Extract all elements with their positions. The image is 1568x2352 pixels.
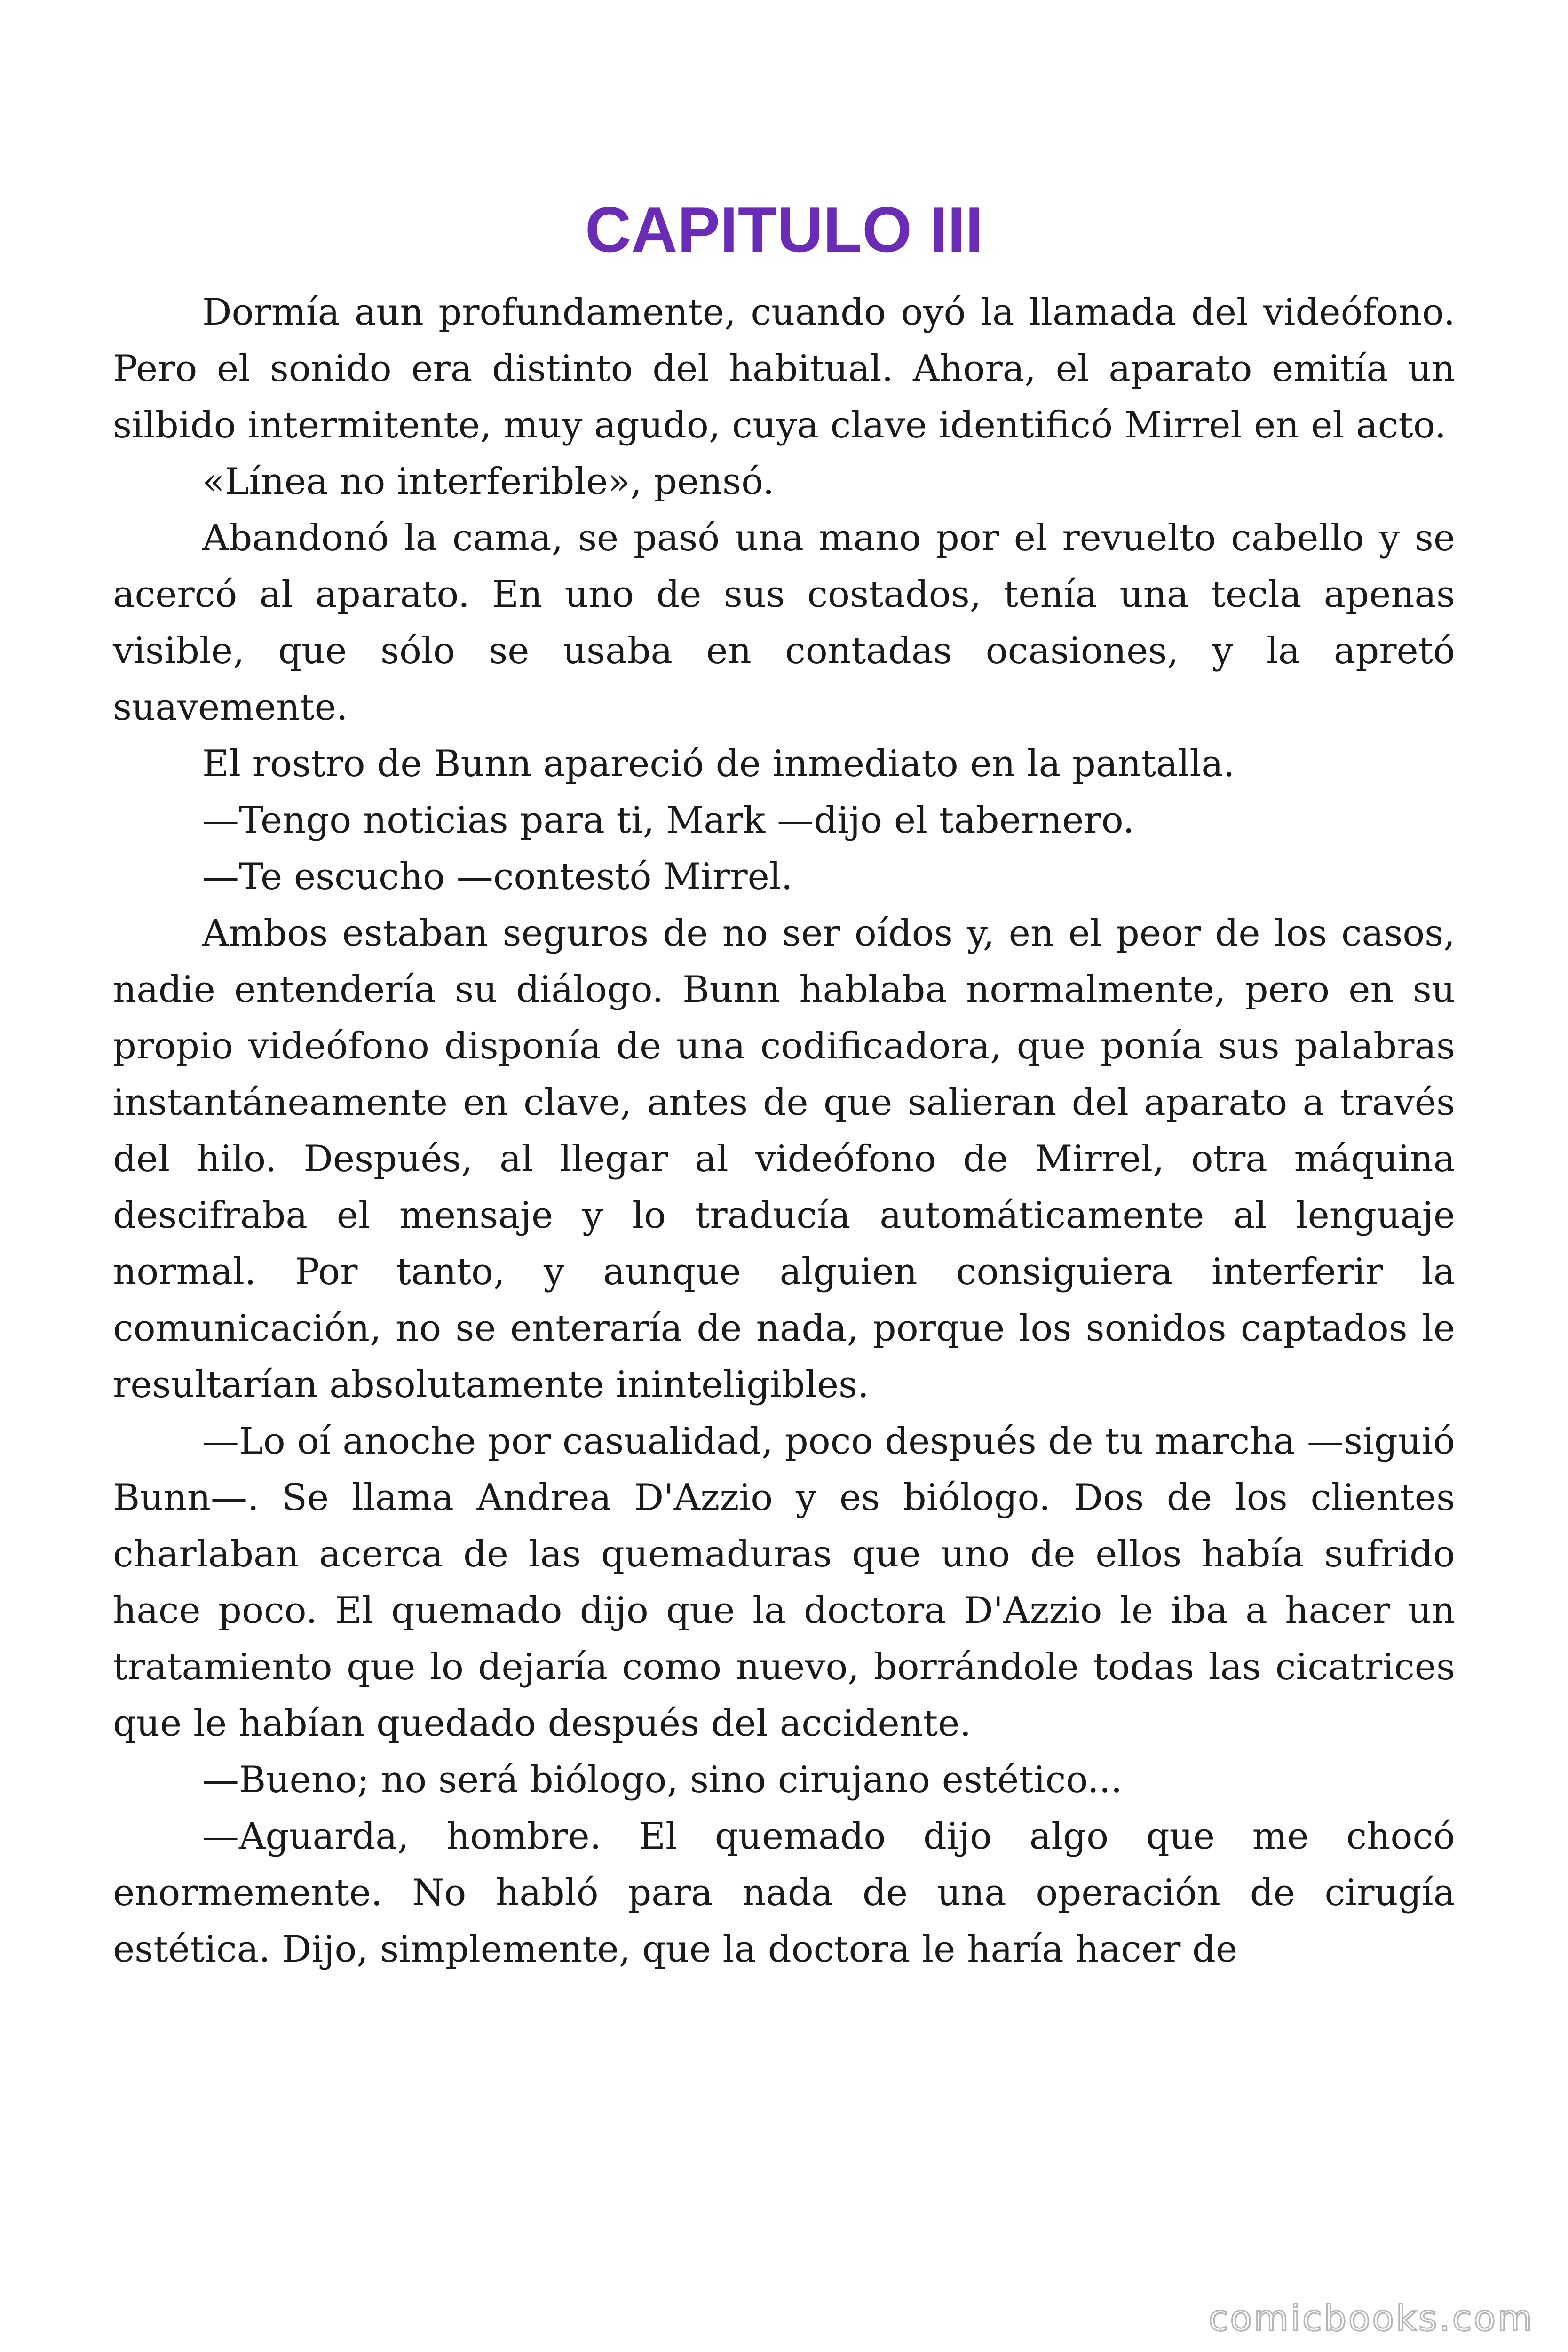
paragraph: —Aguarda, hombre. El quemado dijo algo que me chocó enormemente. No habló para nada de una operación de cirugía estética. Dijo, simplemente, que la doctora le haría hacer de <box>113 1815 1455 1971</box>
chapter-body <box>113 284 1455 1978</box>
chapter-title: CAPITULO III <box>585 194 983 265</box>
paragraph: Ambos estaban seguros de no ser oídos y, en el peor de los casos, nadie entendería su diálogo. Bunn hablaba normalmente, pero en su propio videófono disponía de una codificadora, que ponía sus palabras instantáneamente en clave, antes de que salieran del aparato a través del hilo. Después, al llegar al videófono de Mirrel, otra máquina descifraba el mensaje y lo traducía automáticamente al lenguaje normal. Por tanto, y aunque alguien consiguiera interferir la comunicación, no se enteraría de nada, porque los sonidos captados le resultarían absolutamente ininteligibles. <box>113 912 1455 1406</box>
paragraph: —Lo oí anoche por casualidad, poco después de tu marcha —siguió Bunn—. Se llama Andrea D'Azzio y es biólogo. Dos de los clientes charlaban acerca de las quemaduras que uno de ellos había sufrido hace poco. El quemado dijo que la doctora D'Azzio le iba a hacer un tratamiento que lo dejaría como nuevo, borrándole todas las cicatrices que le habían quedado después del accidente. <box>113 1420 1455 1745</box>
paragraph: —Bueno; no será biólogo, sino cirujano estético... <box>202 1759 1123 1801</box>
paragraph: —Tengo noticias para ti, Mark —dijo el tabernero. <box>202 799 1135 842</box>
paragraph: «Línea no interferible», pensó. <box>202 461 775 503</box>
paragraph: Abandonó la cama, se pasó una mano por el revuelto cabello y se acercó al aparato. En uno de sus costados, tenía una tecla apenas visible, que sólo se usaba en contadas ocasiones, y la apretó suavemente. <box>113 517 1455 729</box>
book-page <box>113 194 1455 2267</box>
paragraph: Dormía aun profundamente, cuando oyó la llamada del videófono. Pero el sonido era distinto del habitual. Ahora, el aparato emitía un silbido intermitente, muy agudo, cuya clave identificó Mirrel en el acto. <box>113 291 1455 446</box>
paragraph: —Te escucho —contestó Mirrel. <box>202 856 793 898</box>
paragraph: El rostro de Bunn apareció de inmediato en la pantalla. <box>202 743 1235 785</box>
watermark: comicbooks.com <box>1208 2297 1534 2339</box>
